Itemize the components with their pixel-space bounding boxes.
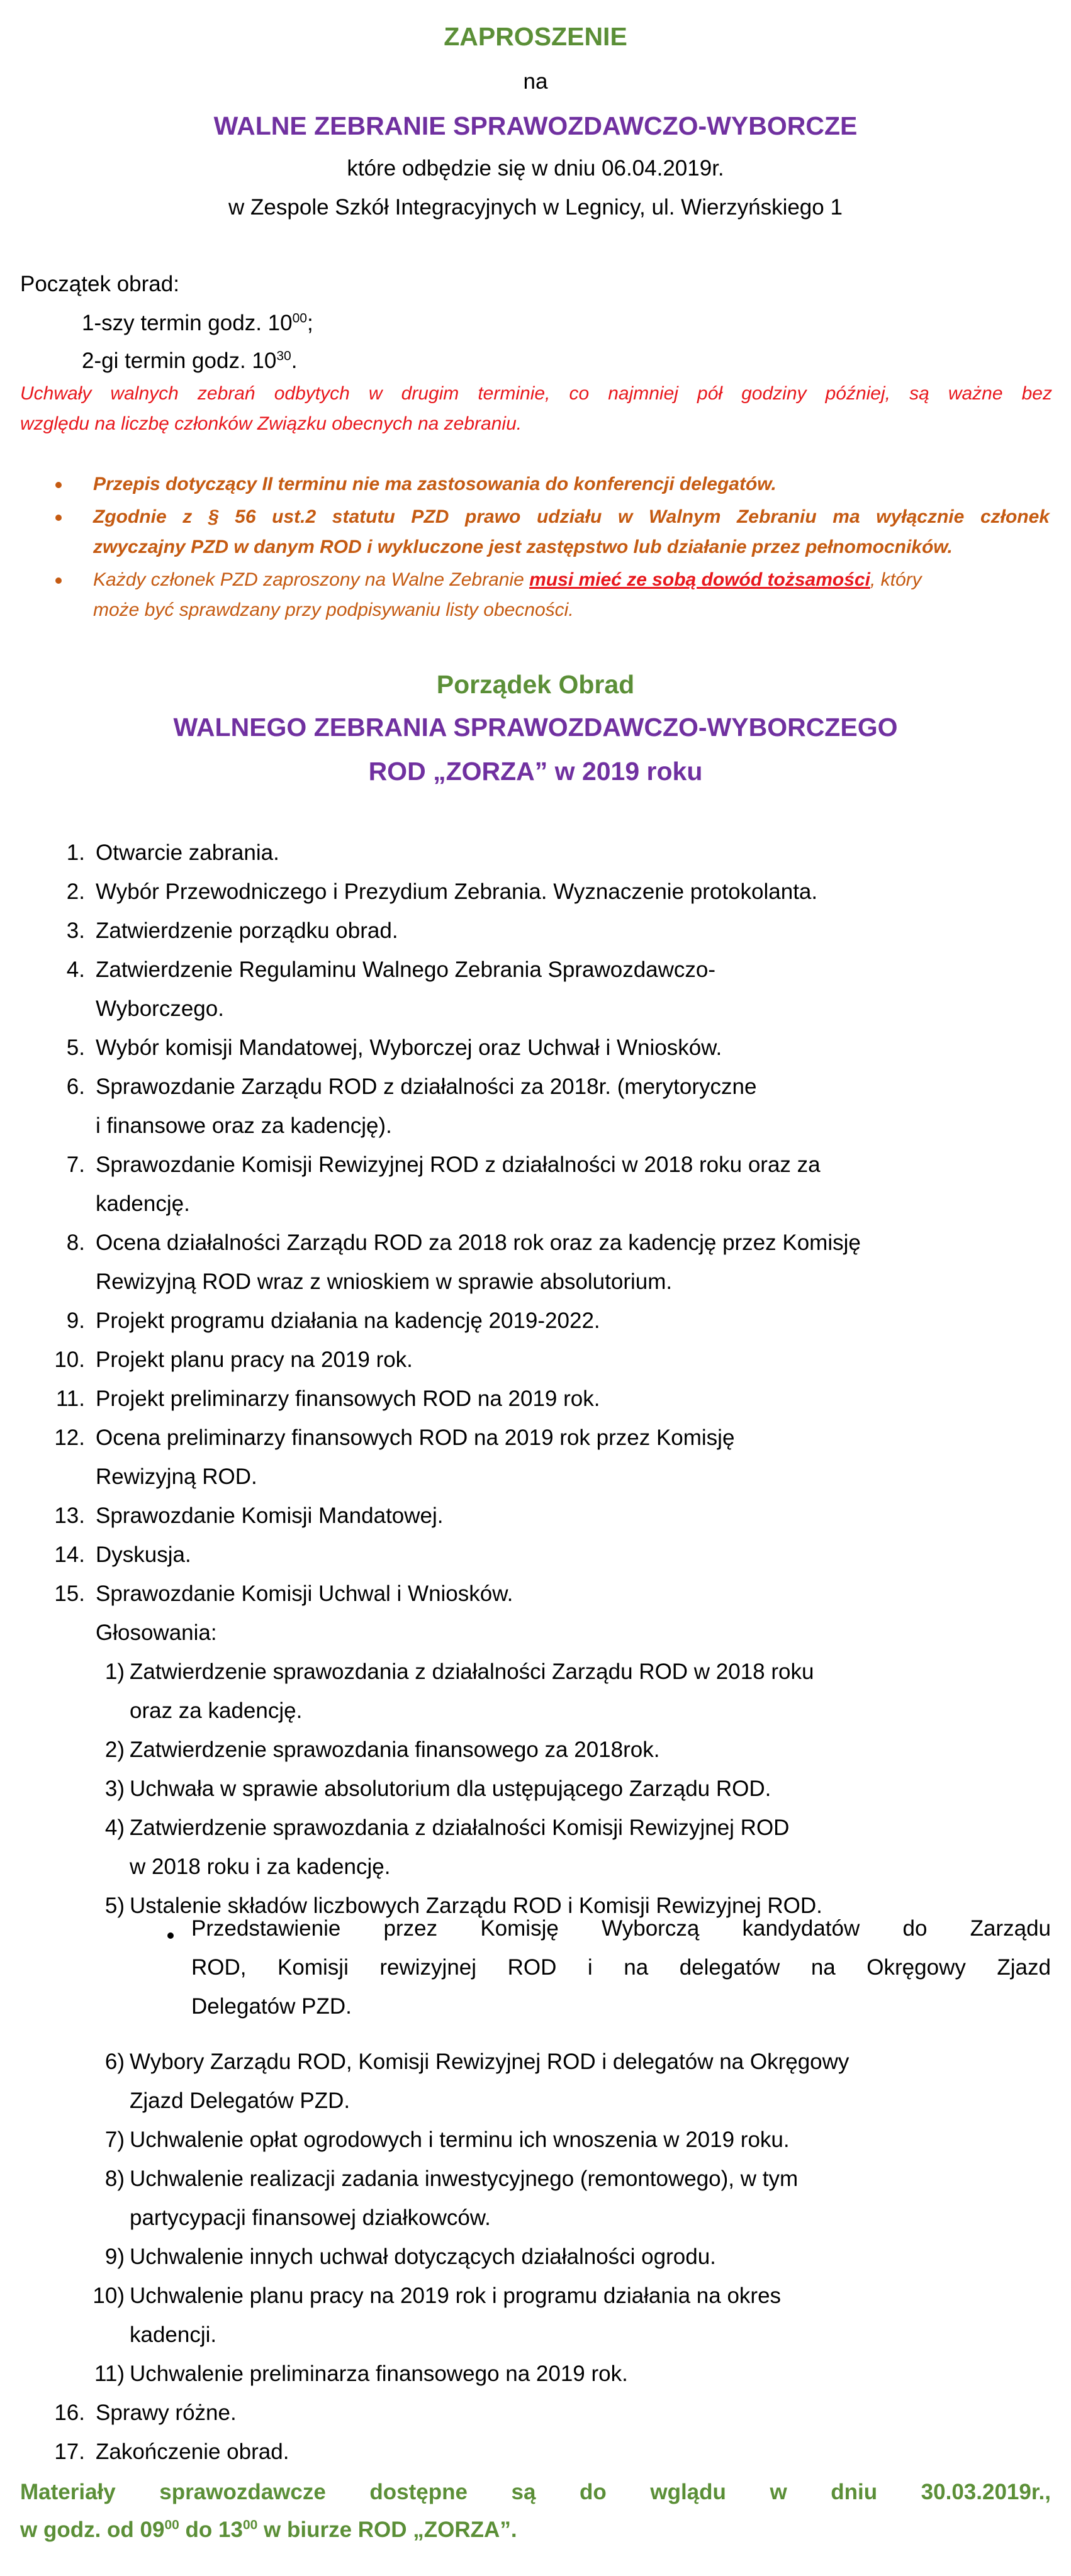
sub-bullet-line: Delegatów PZD. [191,1994,352,2019]
vote-item-text: Ustalenie składów liczbowych Zarządu ROD i Komisji Rewizyjnej ROD. [130,1893,822,1918]
agenda-item-number: 1. [66,840,85,865]
vote-item-number: 1) [104,1659,125,1684]
vote-item-text: Zatwierdzenie sprawozdania finansowego za 2018rok. [130,1737,660,1762]
agenda-item-text: Otwarcie zabrania. [96,840,279,865]
vote-item-number: 2) [104,1737,125,1762]
vote-item-text: w 2018 roku i za kadencję. [130,1854,391,1879]
agenda-item-number: 10. [54,1347,85,1372]
note-identity-cont: może być sprawdzany przy podpisywaniu listy obecności. [93,599,574,620]
invitation-na: na [523,69,548,94]
meeting-place: w Zespole Szkół Integracyjnych w Legnicy, ul. Wierzyńskiego 1 [228,195,843,220]
agenda-item-text: Wybór Przewodniczego i Prezydium Zebrania. Wyznaczenie protokolanta. [96,879,818,904]
agenda-item-number: 11. [55,1386,85,1411]
second-term-notice-cont: względu na liczbę członków Związku obecnych na zebraniu. [20,413,522,434]
agenda-item-text: Wyborczego. [96,996,224,1021]
agenda-item-number: 4. [66,957,85,982]
vote-item-number: 6) [104,2049,125,2074]
agenda-item-text: i finansowe oraz za kadencję). [96,1113,392,1138]
vote-item-text: Uchwalenie innych uchwał dotyczących działalności ogrodu. [130,2244,716,2269]
sub-bullet-line: Przedstawienie przez Komisję Wyborczą kandydatów do Zarządu [191,1916,1051,1941]
vote-item-text: Uchwalenie opłat ogrodowych i terminu ich wnoszenia w 2019 roku. [130,2127,790,2152]
second-term-notice: Uchwały walnych zebrań odbytych w drugim terminie, co najmniej pół godziny później, są ważne bez [20,383,1052,404]
vote-item-number: 11) [94,2361,125,2386]
agenda-title: Porządek Obrad [436,670,635,699]
agenda-item-text: Sprawozdanie Zarządu ROD z działalności za 2018r. (merytoryczne [96,1074,757,1099]
agenda-item-number: 17. [54,2439,85,2464]
second-term: 2-gi termin godz. $10^{30}$. [82,348,298,373]
agenda-item-text: Sprawy różne. [96,2400,237,2425]
agenda-item-number: 15. [54,1581,85,1606]
meeting-date: które odbędzie się w dniu 06.04.2019r. [347,156,724,181]
agenda-item-text: Sprawozdanie Komisji Uchwal i Wniosków. [96,1581,513,1606]
bullet-icon [167,1932,174,1939]
agenda-item-number: 8. [66,1230,85,1255]
vote-item-number: 7) [104,2127,125,2152]
agenda-item-number: 13. [54,1503,85,1528]
agenda-item-text: Zatwierdzenie porządku obrad. [96,918,398,943]
note-identity: Każdy członek PZD zaproszony na Walne Zebranie musi mieć ze sobą dowód tożsamości, który [93,569,922,590]
agenda-item-text: Zatwierdzenie Regulaminu Walnego Zebrania Sprawozdawczo- [96,957,716,982]
vote-item-number: 5) [104,1893,125,1918]
vote-item-text: Uchwalenie realizacji zadania inwestycyjnego (remontowego), w tym [130,2166,799,2191]
meeting-title: WALNE ZEBRANIE SPRAWOZDAWCZO-WYBORCZE [213,111,858,140]
agenda-subtitle: WALNEGO ZEBRANIA SPRAWOZDAWCZO-WYBORCZEGO [173,713,898,742]
vote-item-number: 3) [104,1776,125,1801]
note-statute: Zgodnie z § 56 ust.2 statutu PZD prawo udziału w Walnym Zebraniu ma wyłącznie członek [93,506,1050,527]
agenda-item-text: Ocena działalności Zarządu ROD za 2018 rok oraz za kadencję przez Komisję [96,1230,861,1255]
vote-item-number: 9) [104,2244,125,2269]
agenda-item-text: Głosowania: [96,1620,217,1645]
agenda-item-text: Sprawozdanie Komisji Mandatowej. [96,1503,444,1528]
note-delegates: Przepis dotyczący II terminu nie ma zastosowania do konferencji delegatów. [93,474,777,494]
agenda-item-text: Wybór komisji Mandatowej, Wyborczej oraz Uchwał i Wniosków. [96,1035,722,1060]
vote-item-text: Zatwierdzenie sprawozdania z działalności Komisji Rewizyjnej ROD [130,1815,790,1840]
agenda-item-text: Rewizyjną ROD wraz z wnioskiem w sprawie absolutorium. [96,1269,673,1294]
vote-item-text: partycypacji finansowej działkowców. [130,2205,491,2230]
agenda-item-text: Projekt preliminarzy finansowych ROD na 2019 rok. [96,1386,600,1411]
agenda-item-text: Rewizyjną ROD. [96,1464,257,1489]
agenda-item-number: 14. [54,1542,85,1567]
agenda-item-number: 16. [54,2400,85,2425]
agenda-item-text: Projekt programu działania na kadencję 2019-2022. [96,1308,600,1333]
agenda-item-text: Dyskusja. [96,1542,191,1567]
agenda-item-text: kadencję. [96,1191,190,1216]
sub-bullet-line: ROD, Komisji rewizyjnej ROD i na delegatów na Okręgowy Zjazd [191,1955,1051,1980]
agenda-item-text: Projekt planu pracy na 2019 rok. [96,1347,413,1372]
materials-notice: Materiały sprawozdawcze dostępne są do wglądu w dniu 30.03.2019r., [20,2480,1051,2504]
vote-item-number: 10) [93,2283,125,2308]
vote-item-text: Uchwalenie preliminarza finansowego na 2019 rok. [130,2361,628,2386]
bullet-icon [55,515,62,521]
identity-requirement: musi mieć ze sobą dowód tożsamości [529,569,870,590]
vote-item-number: 4) [104,1815,125,1840]
bullet-icon [55,577,62,584]
agenda-item-number: 12. [54,1425,85,1450]
agenda-item-text: Sprawozdanie Komisji Rewizyjnej ROD z działalności w 2018 roku oraz za [96,1152,821,1177]
vote-item-text: Uchwała w sprawie absolutorium dla ustępującego Zarządu ROD. [130,1776,771,1801]
agenda-item-number: 5. [66,1035,85,1060]
bullet-icon [55,482,62,488]
agenda-subtitle-rod: ROD „ZORZA” w 2019 roku [368,757,703,786]
vote-item-number: 8) [104,2166,125,2191]
agenda-item-number: 6. [66,1074,85,1099]
agenda-item-number: 9. [66,1308,85,1333]
agenda-item-text: Ocena preliminarzy finansowych ROD na 2019 rok przez Komisję [96,1425,735,1450]
agenda-item-text: Zakończenie obrad. [96,2439,289,2464]
vote-item-text: oraz za kadencję. [130,1698,303,1723]
materials-hours: w godz. od $09^{00}$ do $13^{00}$ w biurze ROD „ZORZA”. [20,2517,517,2542]
note-statute-cont: zwyczajny PZD w danym ROD i wykluczone jest zastępstwo lub działanie przez pełnomocników. [93,537,953,557]
vote-item-text: Zatwierdzenie sprawozdania z działalności Zarządu ROD w 2018 roku [130,1659,814,1684]
agenda-item-number: 2. [66,879,85,904]
vote-item-text: kadencji. [130,2322,217,2347]
vote-item-text: Uchwalenie planu pracy na 2019 rok i programu działania na okres [130,2283,782,2308]
invitation-title: ZAPROSZENIE [444,22,627,51]
agenda-item-number: 7. [66,1152,85,1177]
first-term: 1-szy termin godz. $10^{00}$; [82,311,313,335]
vote-item-text: Zjazd Delegatów PZD. [130,2088,350,2113]
agenda-item-number: 3. [66,918,85,943]
start-heading: Początek obrad: [20,272,179,296]
vote-item-text: Wybory Zarządu ROD, Komisji Rewizyjnej ROD i delegatów na Okręgowy [130,2049,850,2074]
